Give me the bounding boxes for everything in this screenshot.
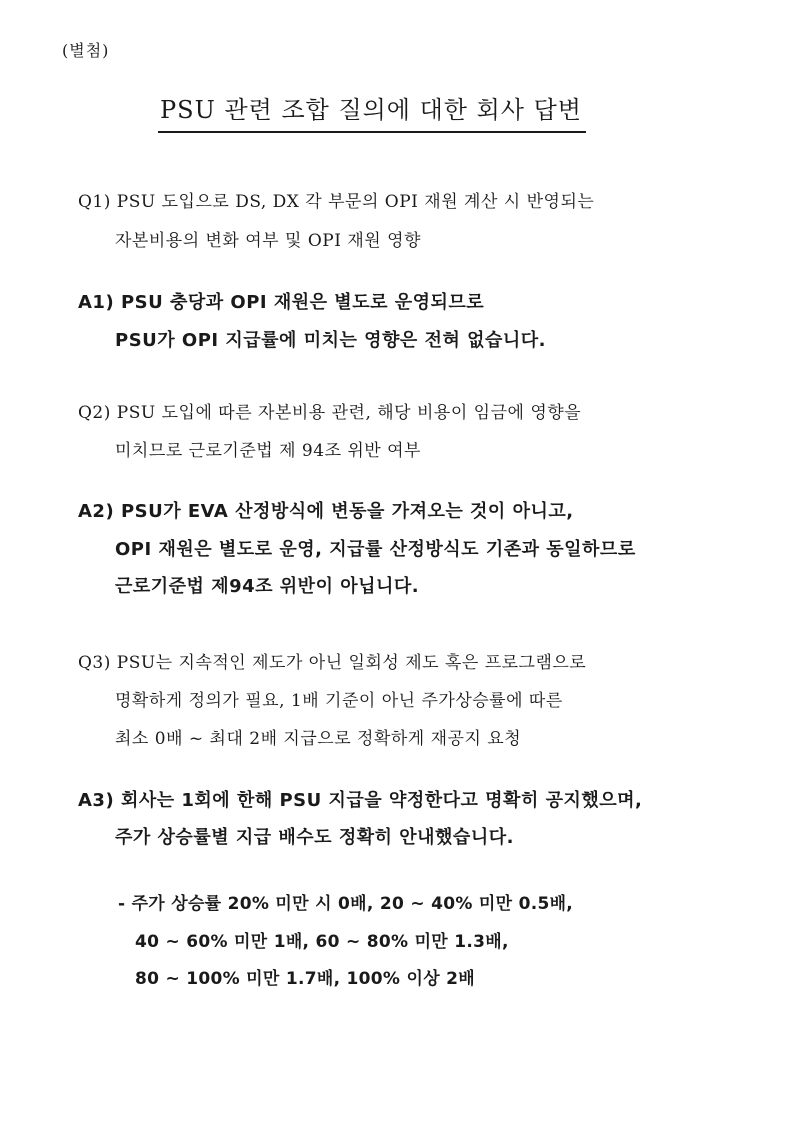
bullet-line-1: - 주가 상승률 20% 미만 시 0배, 20 ~ 40% 미만 0.5배, bbox=[118, 894, 574, 914]
question-1-line-1: Q1) PSU 도입으로 DS, DX 각 부문의 OPI 재원 계산 시 반영되는 bbox=[78, 192, 595, 212]
question-3-line-2: 명확하게 정의가 필요, 1배 기준이 아닌 주가상승률에 따른 bbox=[115, 691, 563, 711]
attachment-label: (별첨) bbox=[62, 41, 110, 60]
answer-2-line-3: 근로기준법 제94조 위반이 아닙니다. bbox=[115, 576, 420, 597]
question-1-line-2: 자본비용의 변화 여부 및 OPI 재원 영향 bbox=[115, 231, 421, 251]
question-3-line-3: 최소 0배 ~ 최대 2배 지급으로 정확하게 재공지 요청 bbox=[115, 729, 522, 749]
answer-2-line-1: A2) PSU가 EVA 산정방식에 변동을 가져오는 것이 아니고, bbox=[78, 501, 574, 522]
answer-3-line-1: A3) 회사는 1회에 한해 PSU 지급을 약정한다고 명확히 공지했으며, bbox=[78, 790, 643, 811]
answer-1-line-2: PSU가 OPI 지급률에 미치는 영향은 전혀 없습니다. bbox=[115, 330, 546, 351]
question-3-line-1: Q3) PSU는 지속적인 제도가 아닌 일회성 제도 혹은 프로그램으로 bbox=[78, 653, 587, 673]
question-2-line-2: 미치므로 근로기준법 제 94조 위반 여부 bbox=[115, 441, 421, 461]
answer-3-line-2: 주가 상승률별 지급 배수도 정확히 안내했습니다. bbox=[115, 827, 514, 848]
page-title: PSU 관련 조합 질의에 대한 회사 답변 bbox=[158, 90, 586, 133]
question-2-line-1: Q2) PSU 도입에 따른 자본비용 관련, 해당 비용이 임금에 영향을 bbox=[78, 403, 582, 423]
answer-1-line-1: A1) PSU 충당과 OPI 재원은 별도로 운영되므로 bbox=[78, 292, 485, 313]
answer-2-line-2: OPI 재원은 별도로 운영, 지급률 산정방식도 기존과 동일하므로 bbox=[115, 539, 636, 560]
bullet-line-3: 80 ~ 100% 미만 1.7배, 100% 이상 2배 bbox=[135, 969, 476, 989]
bullet-line-2: 40 ~ 60% 미만 1배, 60 ~ 80% 미만 1.3배, bbox=[135, 932, 509, 952]
